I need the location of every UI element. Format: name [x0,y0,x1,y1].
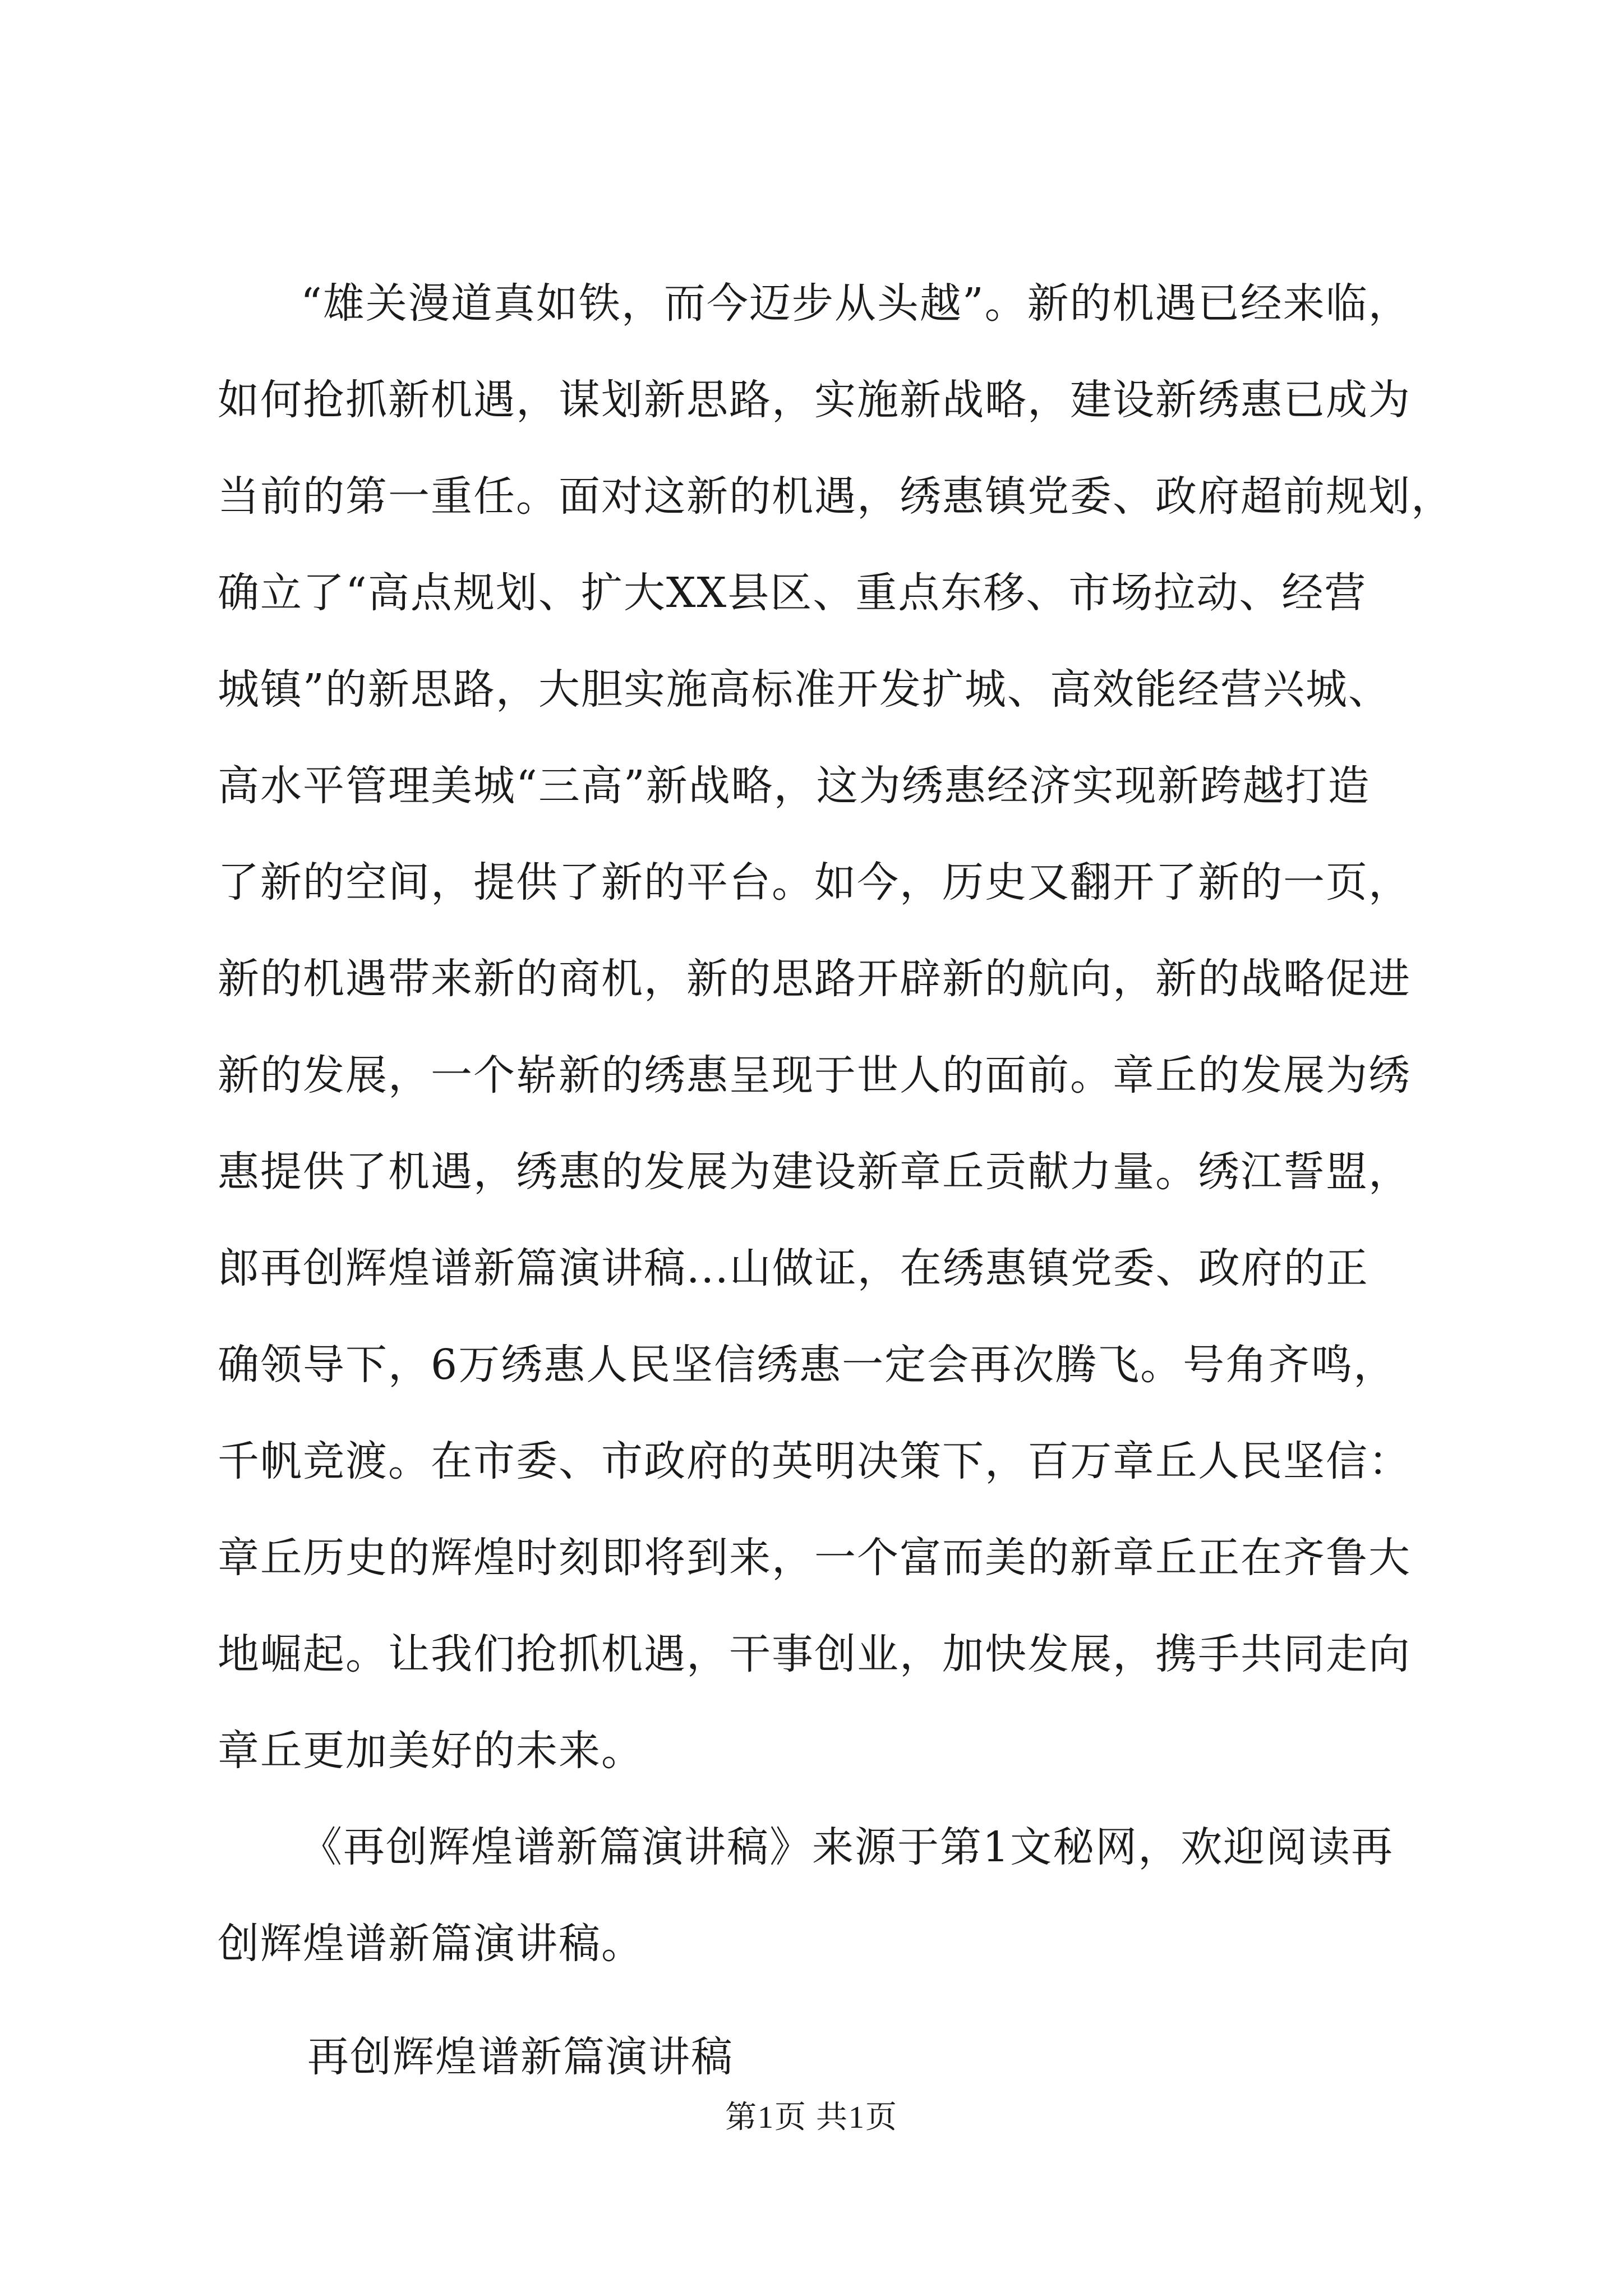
text-line: 城镇”的新思路，大胆实施高标准开发扩城、高效能经营兴城、 [218,665,1391,714]
document-body [218,255,1454,2105]
text-line: 《再创辉煌谱新篇演讲稿》来源于第1文秘网，欢迎阅读再 [301,1823,1394,1871]
paragraph-main [218,255,1454,1799]
text-line: 确领导下，6万绣惠人民坚信绣惠一定会再次腾飞。号角齐鸣， [218,1341,1396,1389]
text-line: 确立了“高点规划、扩大XX县区、重点东移、市场拉动、经营 [218,569,1367,617]
text-line: 地崛起。让我们抢抓机遇，干事创业，加快发展，携手共同走向 [218,1630,1411,1678]
text-line: 如何抢抓新机遇，谋划新思路，实施新战略，建设新绣惠已成为 [218,376,1411,424]
text-line: 章丘更加美好的未来。 [218,1727,644,1775]
text-line: 当前的第一重任。面对这新的机遇，绣惠镇党委、政府超前规划， [218,472,1454,521]
page-footer: 第1页 共1页 [725,2100,898,2135]
text-line: 了新的空间，提供了新的平台。如今，历史又翻开了新的一页， [218,858,1411,907]
text-line: 章丘历史的辉煌时刻即将到来，一个富而美的新章丘正在齐鲁大 [218,1534,1411,1582]
text-line: 创辉煌谱新篇演讲稿。 [218,1920,644,1968]
text-line: “雄关漫道真如铁，而今迈步从头越”。新的机遇已经来临， [301,279,1411,328]
text-line: 千帆竞渡。在市委、市政府的英明决策下，百万章丘人民坚信： [218,1437,1411,1485]
spacer [218,1992,1412,2009]
text-line: 新的发展，一个崭新的绣惠呈现于世人的面前。章丘的发展为绣 [218,1051,1411,1099]
text-line: 郎再创辉煌谱新篇演讲稿...山做证，在绣惠镇党委、政府的正 [218,1244,1369,1292]
closing-title: 再创辉煌谱新篇演讲稿 [307,2033,734,2081]
text-line: 新的机遇带来新的商机，新的思路开辟新的航向，新的战略促进 [218,955,1411,1003]
paragraph-source [218,1799,1412,1992]
text-line: 惠提供了机遇，绣惠的发展为建设新章丘贡献力量。绣江誓盟， [218,1148,1411,1196]
text-line: 高水平管理美城“三高”新战略，这为绣惠经济实现新跨越打造 [218,762,1371,810]
